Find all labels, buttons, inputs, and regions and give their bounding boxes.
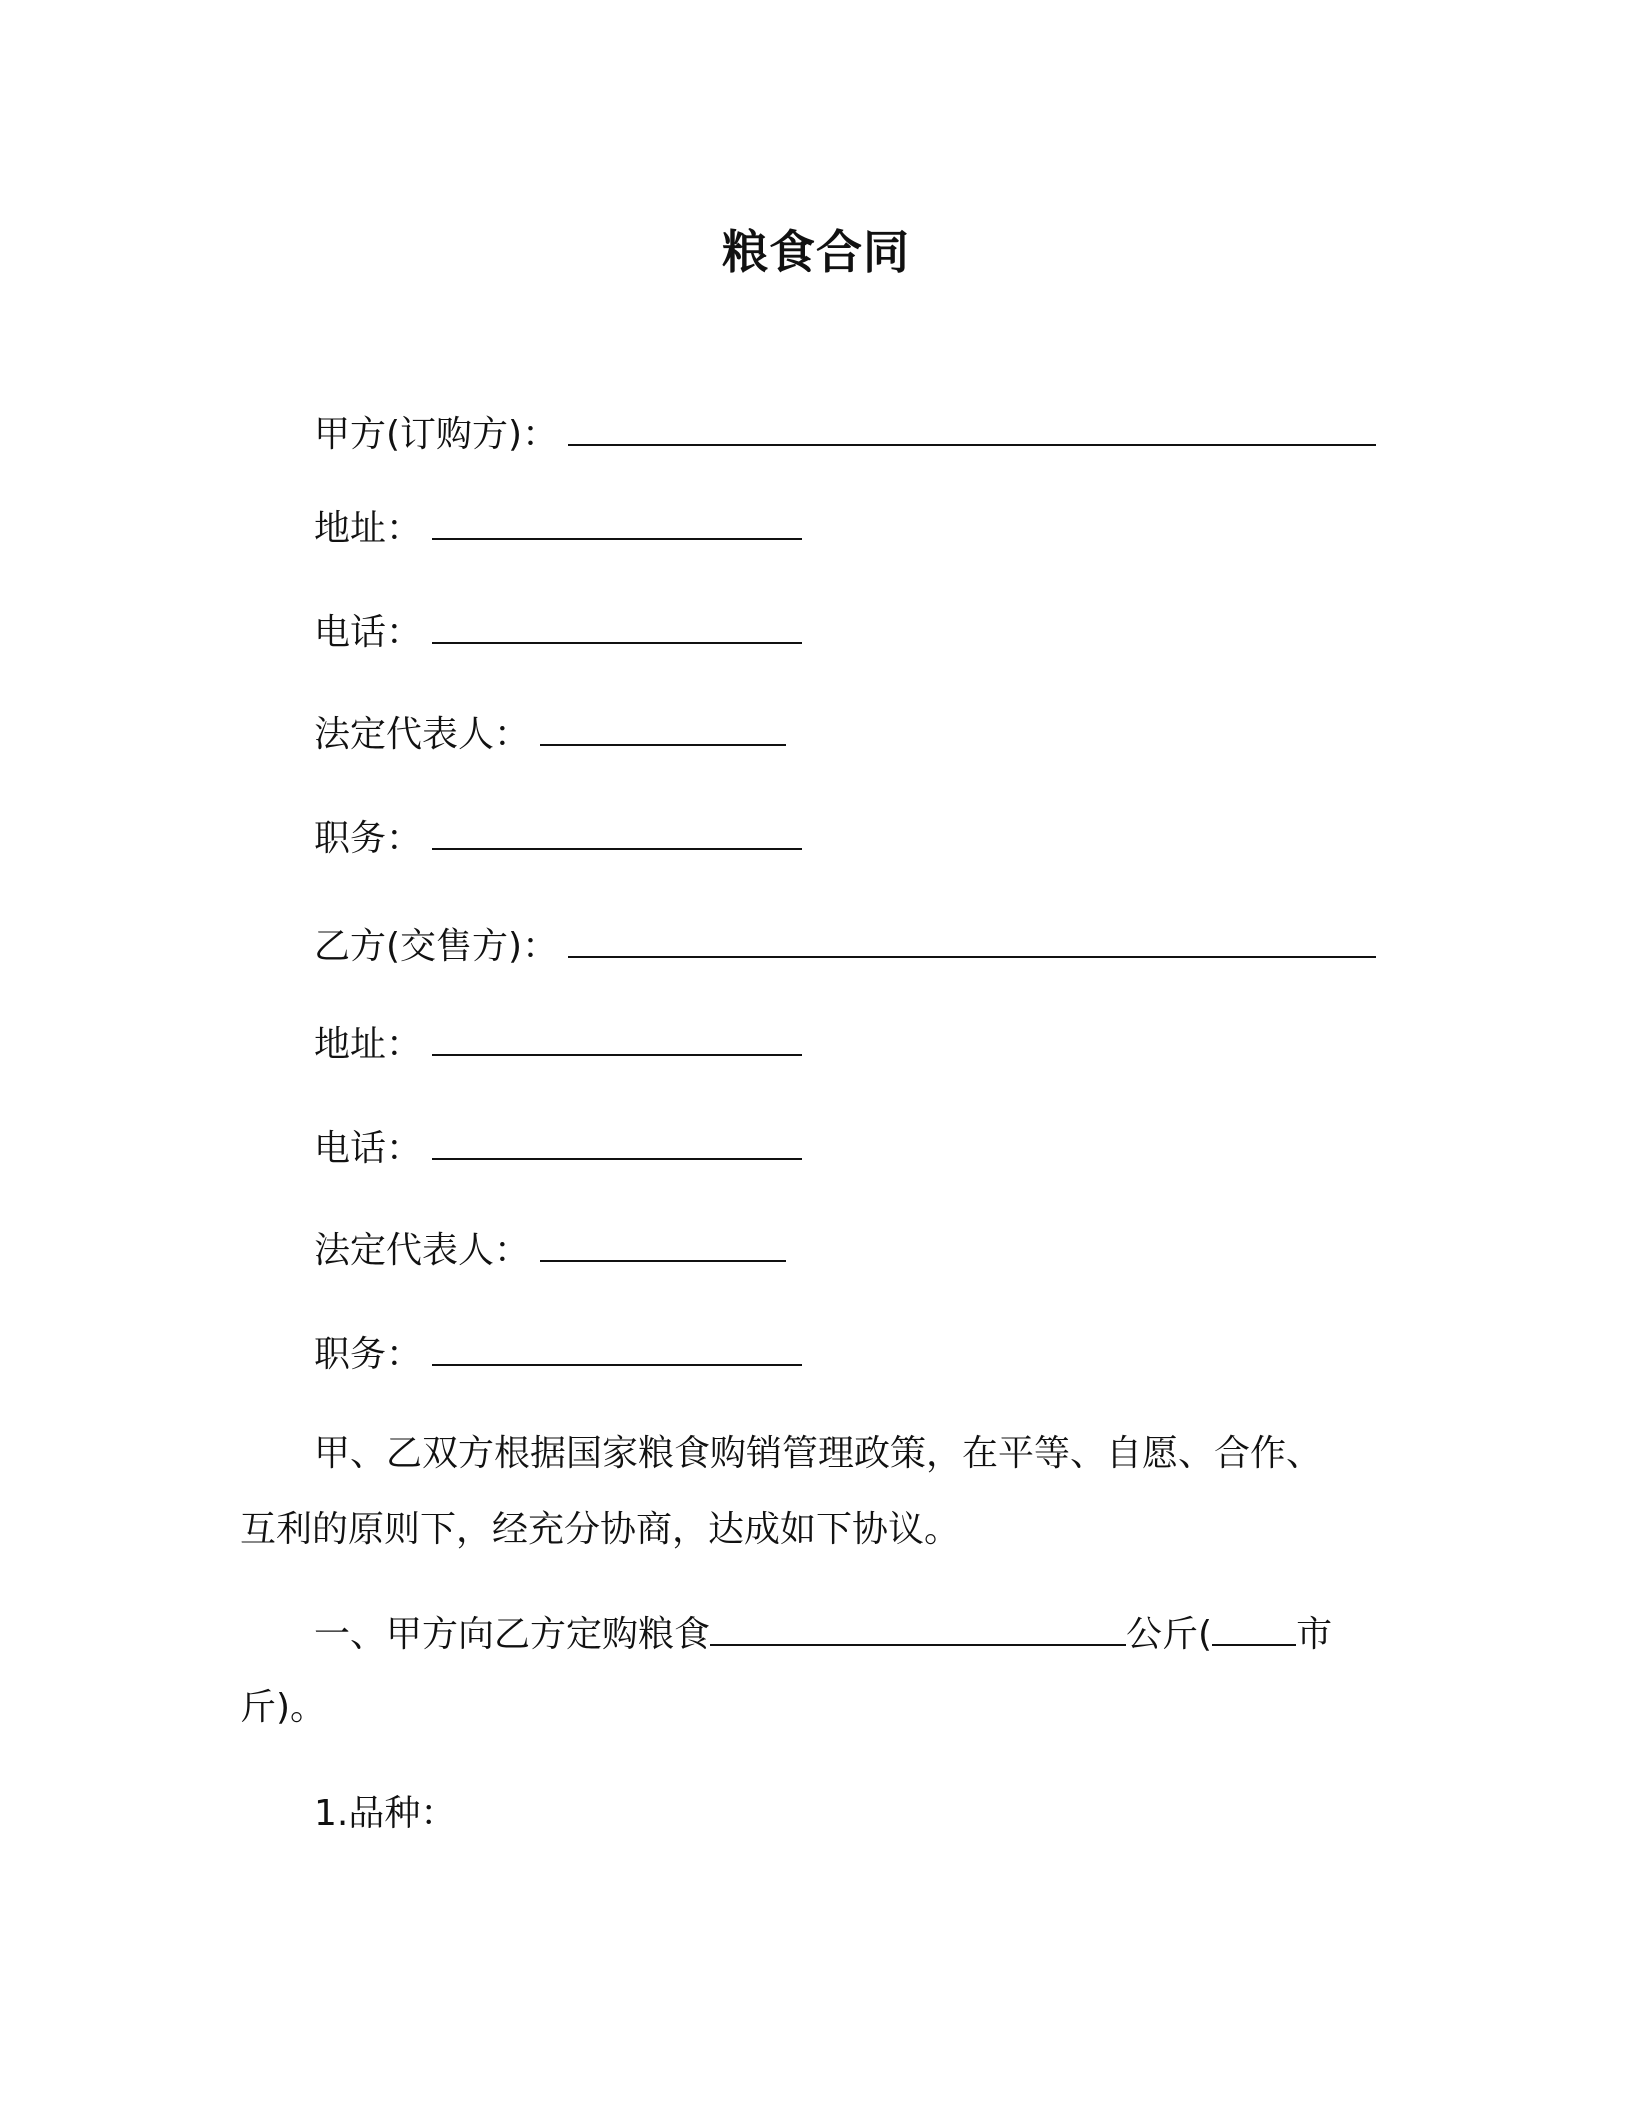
intro-line-1: 甲、乙双方根据国家粮食购销管理政策，在平等、自愿、合作、 — [314, 1433, 1323, 1474]
clause-1-unit-kg: 公斤( — [1126, 1614, 1213, 1655]
party-a-position-field — [314, 812, 802, 863]
party-a-rep-blank — [540, 708, 786, 746]
party-b-blank — [568, 920, 1376, 958]
clause-1-quantity-blank — [710, 1608, 1126, 1646]
party-a-position-blank — [432, 812, 802, 850]
party-a-address-field — [314, 502, 802, 553]
clause-1-prefix: 一、甲方向乙方定购粮食 — [314, 1614, 711, 1655]
party-a-address-blank — [432, 502, 802, 540]
party-a-address-label: 地址： — [314, 508, 423, 549]
party-b-phone-label: 电话： — [314, 1128, 423, 1169]
party-a-position-label: 职务： — [314, 818, 423, 859]
party-a-phone-label: 电话： — [314, 612, 423, 653]
party-a-phone-blank — [432, 606, 802, 644]
intro-line-2: 互利的原则下，经充分协商，达成如下协议。 — [240, 1509, 961, 1550]
party-b-phone-blank — [432, 1122, 802, 1160]
party-a-blank — [568, 408, 1376, 446]
party-b-rep-blank — [540, 1224, 786, 1262]
party-b-address-label: 地址： — [314, 1024, 423, 1065]
party-a-label: 甲方(订购方)： — [314, 414, 559, 455]
party-b-phone-field — [314, 1122, 802, 1173]
party-b-address-field — [314, 1018, 802, 1069]
party-a-phone-field — [314, 606, 802, 657]
clause-1-line-2: 斤)。 — [240, 1687, 327, 1728]
party-a-field — [314, 408, 1376, 459]
party-b-rep-field — [314, 1224, 786, 1275]
party-b-position-field — [314, 1328, 802, 1379]
party-b-address-blank — [432, 1018, 802, 1056]
party-b-position-blank — [432, 1328, 802, 1366]
clause-1-line-1 — [314, 1608, 1332, 1659]
party-a-rep-label: 法定代表人： — [314, 714, 531, 755]
party-b-rep-label: 法定代表人： — [314, 1230, 531, 1271]
item-variety: 1.品种： — [314, 1793, 457, 1834]
party-a-rep-field — [314, 708, 786, 759]
party-b-field — [314, 920, 1376, 971]
party-b-label: 乙方(交售方)： — [314, 926, 559, 967]
document-title: 粮食合同 — [722, 225, 910, 279]
clause-1-unit-shi: 市 — [1296, 1614, 1333, 1655]
party-b-position-label: 职务： — [314, 1334, 423, 1375]
clause-1-jin-blank — [1212, 1608, 1296, 1646]
